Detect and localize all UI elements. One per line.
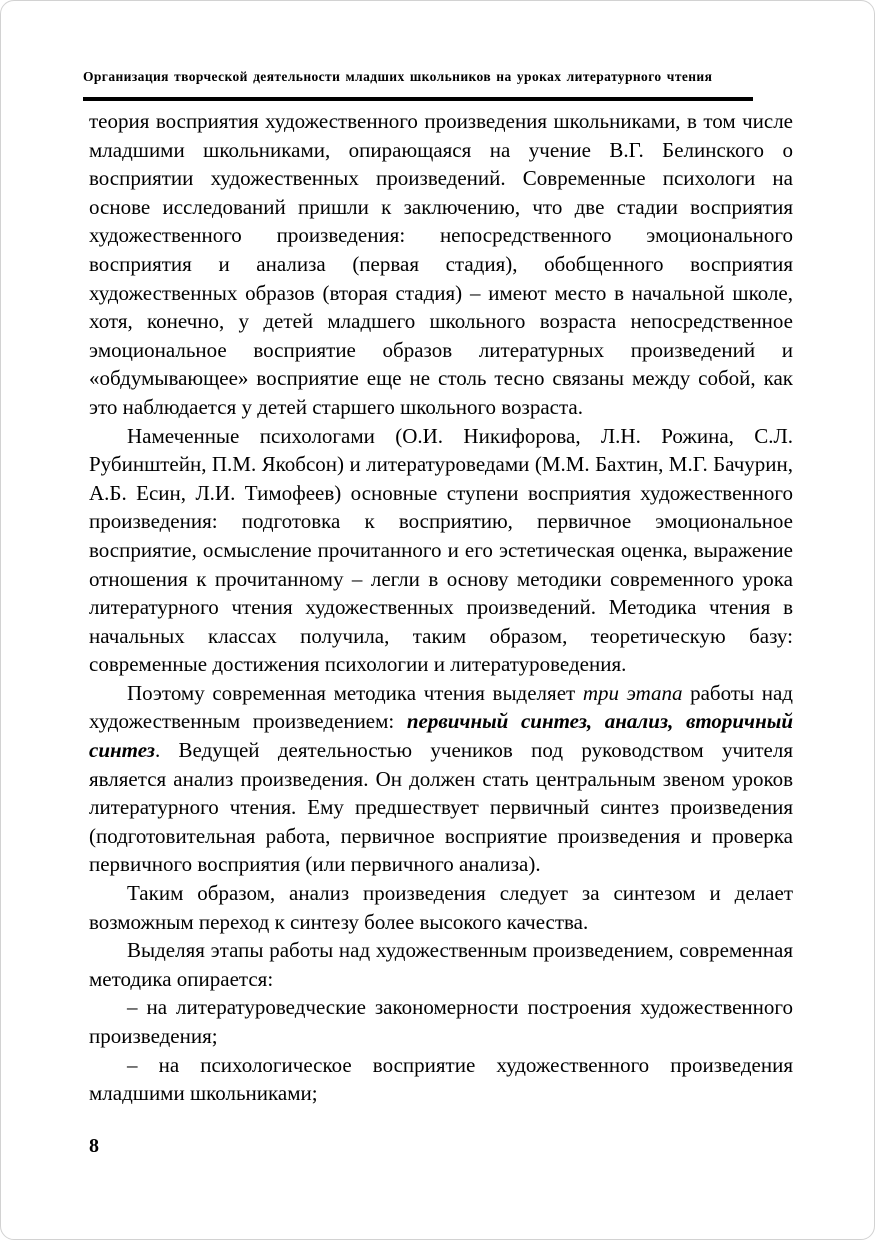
paragraph <box>89 422 793 679</box>
running-header-title: Организация творческой деятельности младших школьников на уроках литературного чтения <box>83 69 713 84</box>
paragraph <box>89 936 793 993</box>
text-run: Намеченные психологами (О.И. Никифорова, Л.Н. Рожина, С.Л. Рубинштейн, П.М. Якобсон) и литературоведами (М.М. Бахтин, М.Г. Бачурин, А.Б. Есин, Л.И. Тимофеев) основные ступени восприятия художественного произведения: подготовка к восприятию, первичное эмоциональное восприятие, осмысление прочитанного и его эстетическая оценка, выражение отношения к прочитанному – легли в основу методики современного урока литературного чтения художественных произведений. Методика чтения в начальных классах получила, таким образом, теоретическую базу: современные достижения психологии и литературоведения. <box>89 423 793 677</box>
page-number: 8 <box>89 1135 99 1157</box>
header-rule <box>83 97 753 101</box>
page-body <box>89 107 793 1108</box>
paragraph <box>89 1051 793 1108</box>
running-header <box>83 69 753 85</box>
text-run: . Ведущей деятельностью учеников под руководством учителя является анализ произведения. Он должен стать центральным звеном уроков литературного чтения. Ему предшествует первичный синтез произведения (подготовительная работа, первичное восприятие произведения и проверка первичного восприятия (или первичного анализа). <box>89 738 793 877</box>
paragraph <box>89 107 793 422</box>
text-run: Таким образом, анализ произведения следует за синтезом и делает возможным переход к синтезу более высокого качества. <box>89 881 793 934</box>
paragraph <box>89 879 793 936</box>
text-run: теория восприятия художественного произведения школьниками, в том числе младшими школьниками, опирающаяся на учение В.Г. Белинского о восприятии художественных произведений. Современные психологи на основе исследований пришли к заключению, что две стадии восприятия художественного произведения: непосредственного эмоционального восприятия и анализа (первая стадия), обобщенного восприятия художественных образов (вторая стадия) – имеют место в начальной школе, хотя, конечно, у детей младшего школьного возраста непосредственное эмоциональное восприятие образов литературных произведений и «обдумывающее» восприятие еще не столь тесно связаны между собой, как это наблюдается у детей старшего школьного возраста. <box>89 109 793 419</box>
text-run: – на психологическое восприятие художественного произведения младшими школьниками; <box>89 1052 793 1106</box>
text-run: работы над художественным произведением: <box>89 680 793 734</box>
text-run: Поэтому современная методика чтения выделяет <box>127 680 583 705</box>
paragraph <box>89 993 793 1050</box>
paragraph <box>89 679 793 879</box>
page-footer <box>89 1135 99 1158</box>
text-run: – на литературоведческие закономерности построения художественного произведения; <box>89 995 793 1048</box>
text-run: Выделяя этапы работы над художественным произведением, современная методика опирается: <box>89 938 793 991</box>
emphasis-run: первичный синтез, анализ, вторичный синтез <box>89 709 793 763</box>
emphasis-run: три этапа <box>582 680 683 705</box>
